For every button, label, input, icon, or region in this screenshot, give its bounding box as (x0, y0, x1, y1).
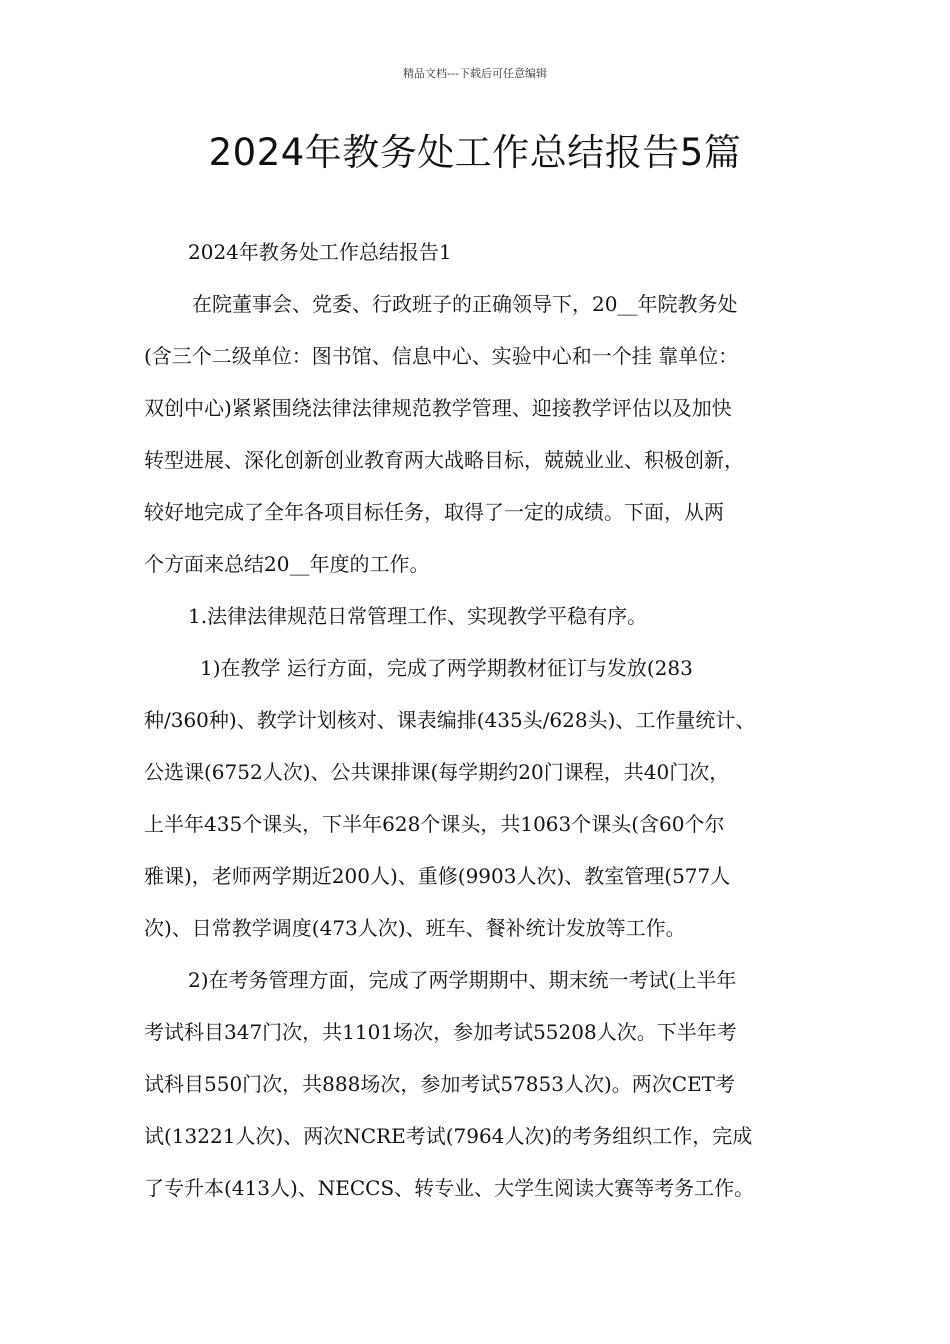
paragraph-line: 个方面来总结20__年度的工作。 (144, 552, 430, 576)
paragraph-line: 转型进展、深化创新创业教育两大战略目标，兢兢业业、积极创新， (144, 448, 744, 472)
section-heading: 2024年教务处工作总结报告1 (188, 240, 452, 264)
paragraph-line: 2)在考务管理方面，完成了两学期期中、期末统一考试(上半年 (188, 968, 737, 992)
paragraph-line: 上半年435个课头，下半年628个课头，共1063个课头(含60个尔 (144, 812, 725, 836)
paragraph-line: 了专升本(413人)、NECCS、转专业、大学生阅读大赛等考务工作。 (144, 1176, 755, 1200)
paragraph-line: 考试科目347门次，共1101场次，参加考试55208人次。下半年考 (144, 1020, 737, 1044)
paragraph-line: 1)在教学 运行方面，完成了两学期教材征订与发放(283 (200, 656, 693, 680)
paragraph-line: (含三个二级单位：图书馆、信息中心、实验中心和一个挂 靠单位： (144, 344, 739, 368)
paragraph-line: 试科目550门次，共888场次，参加考试57853人次)。两次CET考 (144, 1072, 736, 1096)
document-title: 2024年教务处工作总结报告5篇 (208, 131, 742, 174)
header-note: 精品文档---下载后可任意编辑 (403, 67, 547, 80)
paragraph-line: 试(13221人次)、两次NCRE考试(7964人次)的考务组织工作，完成 (144, 1124, 753, 1148)
paragraph-line: 雅课)，老师两学期近200人)、重修(9903人次)、教室管理(577人 (144, 864, 731, 888)
paragraph-line: 在院董事会、党委、行政班子的正确领导下，20__年院教务处 (192, 292, 738, 316)
paragraph-line: 次)、日常教学调度(473人次)、班车、餐补统计发放等工作。 (144, 916, 686, 940)
paragraph-line: 双创中心)紧紧围绕法律法律规范教学管理、迎接教学评估以及加快 (144, 396, 732, 420)
paragraph-line: 较好地完成了全年各项目标任务，取得了一定的成绩。下面，从两 (144, 500, 724, 524)
subheading-line: 1.法律法律规范日常管理工作、实现教学平稳有序。 (188, 604, 648, 628)
paragraph-line: 公选课(6752人次)、公共课排课(每学期约20门课程，共40门次， (144, 760, 730, 784)
paragraph-line: 种/360种)、教学计划核对、课表编排(435头/628头)、工作量统计、 (144, 708, 756, 732)
document-body (144, 232, 820, 1220)
